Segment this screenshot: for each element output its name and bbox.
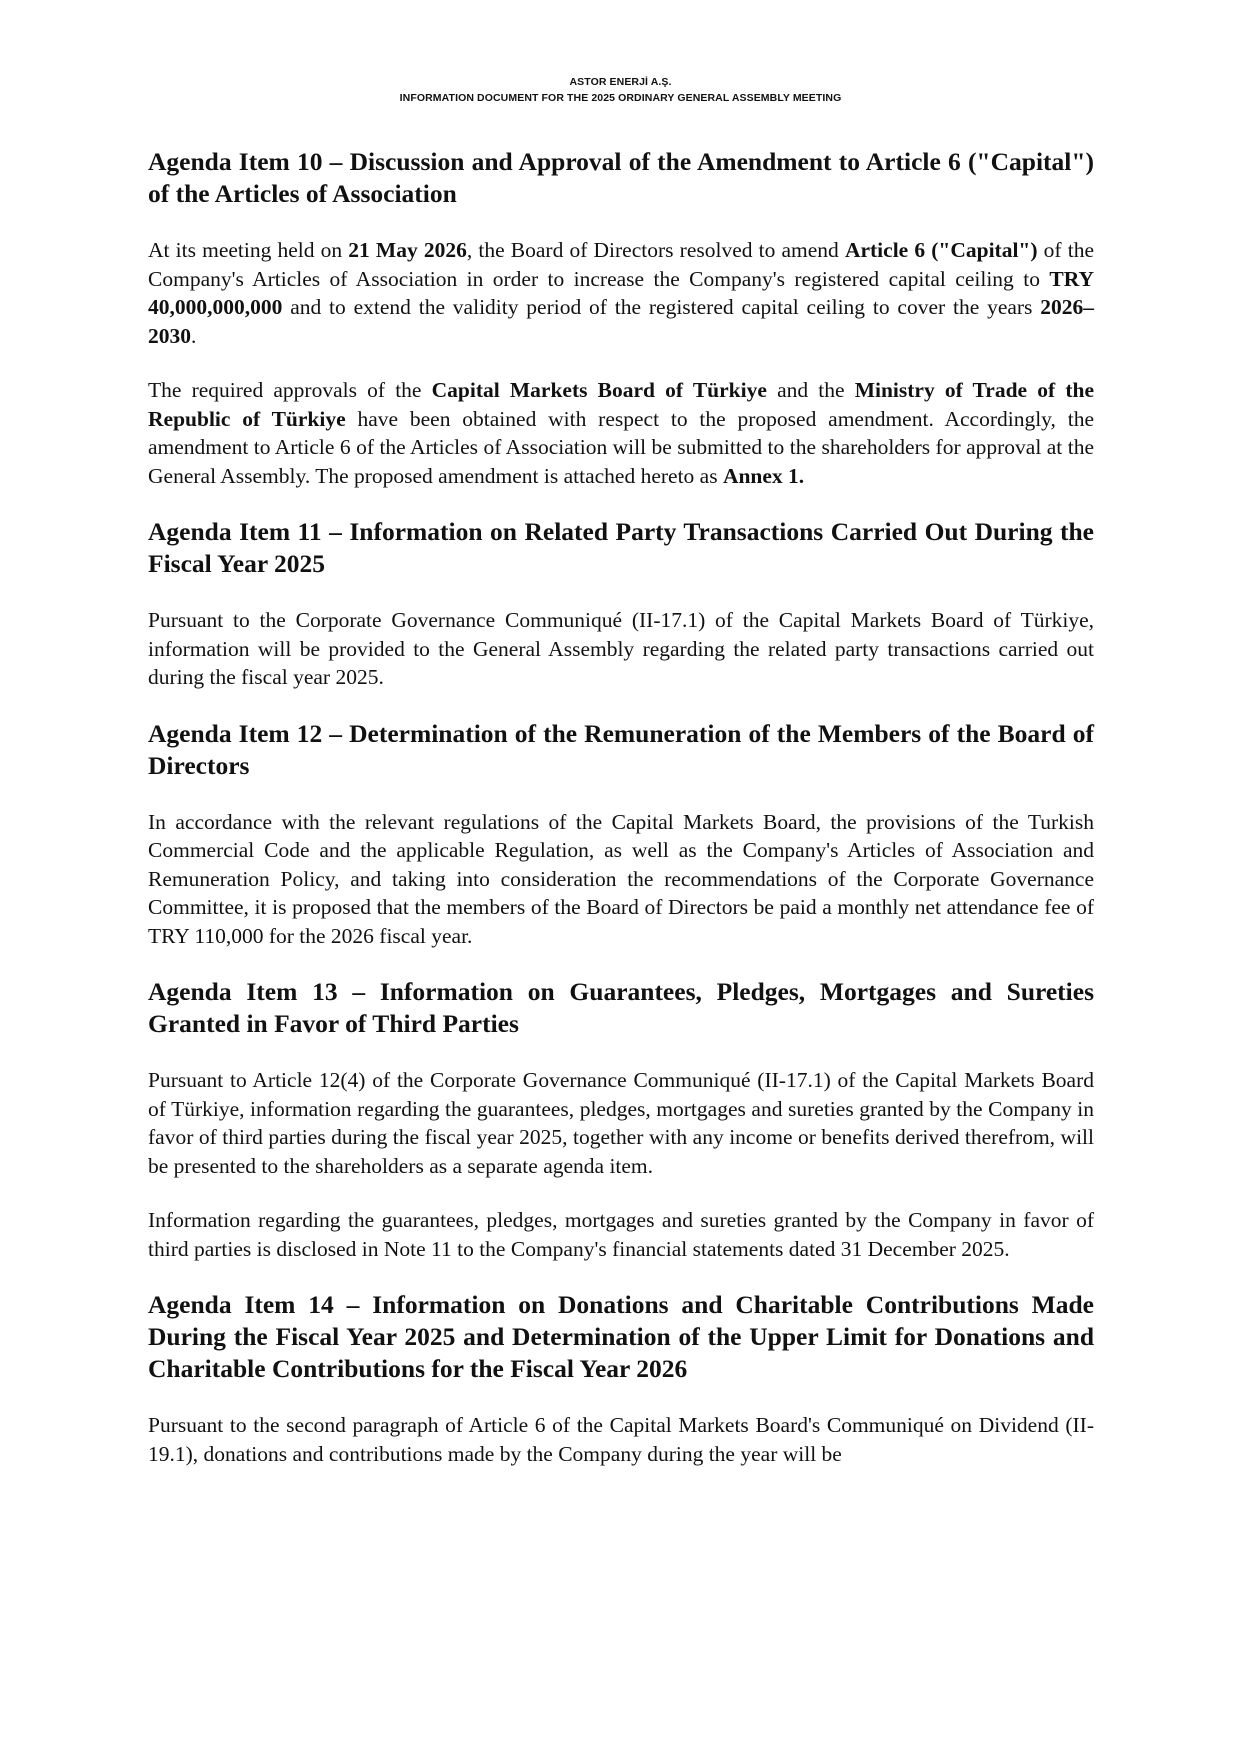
agenda-item-13 — [148, 976, 1094, 1263]
paragraph: In accordance with the relevant regulations of the Capital Markets Board, the provisions of the Turkish Commercial Code and the applicable Regulation, as well as the Company's Articles of Association and Remuneration Policy, and taking into consideration the recommendations of the Corporate Governance Committee, it is proposed that the members of the Board of Directors be paid a monthly net attendance fee of TRY 110,000 for the 2026 fiscal year. — [148, 809, 1094, 948]
agenda-item-10 — [148, 146, 1094, 490]
section-title: Agenda Item 10 – Discussion and Approval of the Amendment to Article 6 ("Capital") of the Articles of Association — [148, 147, 1094, 208]
paragraph: Pursuant to Article 12(4) of the Corporate Governance Communiqué (II-17.1) of the Capital Markets Board of Türkiye, information regarding the guarantees, pledges, mortgages and sureties granted by the Company in favor of third parties during the fiscal year 2025, together with any income or benefits derived therefrom, will be presented to the shareholders as a separate agenda item. — [148, 1068, 1094, 1178]
bold-run: 2026–2030 — [148, 295, 1094, 348]
document-body — [148, 146, 1094, 1494]
text-run: . — [191, 323, 197, 348]
document-header — [0, 74, 1241, 106]
bold-run: Ministry of Trade of the Republic of Türkiye — [148, 378, 1094, 431]
bold-run: Capital Markets Board of Türkiye — [431, 378, 767, 402]
text-run: and the — [766, 378, 855, 402]
bold-run: Article 6 ("Capital") — [844, 238, 1038, 262]
agenda-item-14 — [148, 1289, 1094, 1468]
agenda-item-11 — [148, 516, 1094, 692]
section-title: Agenda Item 11 – Information on Related Party Transactions Carried Out During the Fiscal Year 2025 — [148, 517, 1094, 578]
section-title: Agenda Item 14 – Information on Donations and Charitable Contributions Made During the Fiscal Year 2025 and Determination of the Upper Limit for Donations and Charitable Contributions for the Fiscal Year 2026 — [148, 1290, 1094, 1383]
text-run: At its meeting held on — [148, 238, 349, 262]
text-run: and to extend the validity period of the registered capital ceiling to cover the years — [282, 295, 1041, 319]
agenda-item-12 — [148, 718, 1094, 951]
text-run: , the Board of Directors resolved to amend — [466, 238, 845, 262]
paragraph — [148, 236, 1094, 350]
bold-run: TRY 40,000,000,000 — [148, 266, 1094, 319]
paragraph: Pursuant to the second paragraph of Article 6 of the Capital Markets Board's Communiqué on Dividend (II-19.1), donations and contributions made by the Company during the year will be — [148, 1413, 1094, 1466]
paragraph: Pursuant to the Corporate Governance Communiqué (II-17.1) of the Capital Markets Board of Türkiye, information will be provided to the General Assembly regarding the related party transactions carried out during the fiscal year 2025. — [148, 608, 1094, 689]
bold-run: 21 May 2026 — [348, 238, 467, 262]
section-title: Agenda Item 13 – Information on Guarantees, Pledges, Mortgages and Sureties Granted in Favor of Third Parties — [148, 977, 1094, 1038]
company-name: ASTOR ENERJİ A.Ş. — [569, 76, 672, 88]
text-run: of the Company's Articles of Association in order to increase the Company's registered capital ceiling to — [148, 238, 1094, 291]
section-title: Agenda Item 12 – Determination of the Remuneration of the Members of the Board of Directors — [148, 718, 1094, 780]
text-run: have been obtained with respect to the proposed amendment. Accordingly, the amendment to Article 6 of the Articles of Association will be submitted to the shareholders for approval at the General Assembly. The proposed amendment is attached hereto as — [148, 406, 1094, 488]
bold-run: Annex 1. — [722, 463, 805, 488]
text-run: The required approvals of the — [148, 378, 432, 402]
paragraph: Information regarding the guarantees, pledges, mortgages and sureties granted by the Company in favor of third parties is disclosed in Note 11 to the Company's financial statements dated 31 December 2025. — [148, 1208, 1094, 1261]
paragraph — [148, 376, 1094, 490]
document-subtitle: INFORMATION DOCUMENT FOR THE 2025 ORDINARY GENERAL ASSEMBLY MEETING — [399, 92, 842, 104]
